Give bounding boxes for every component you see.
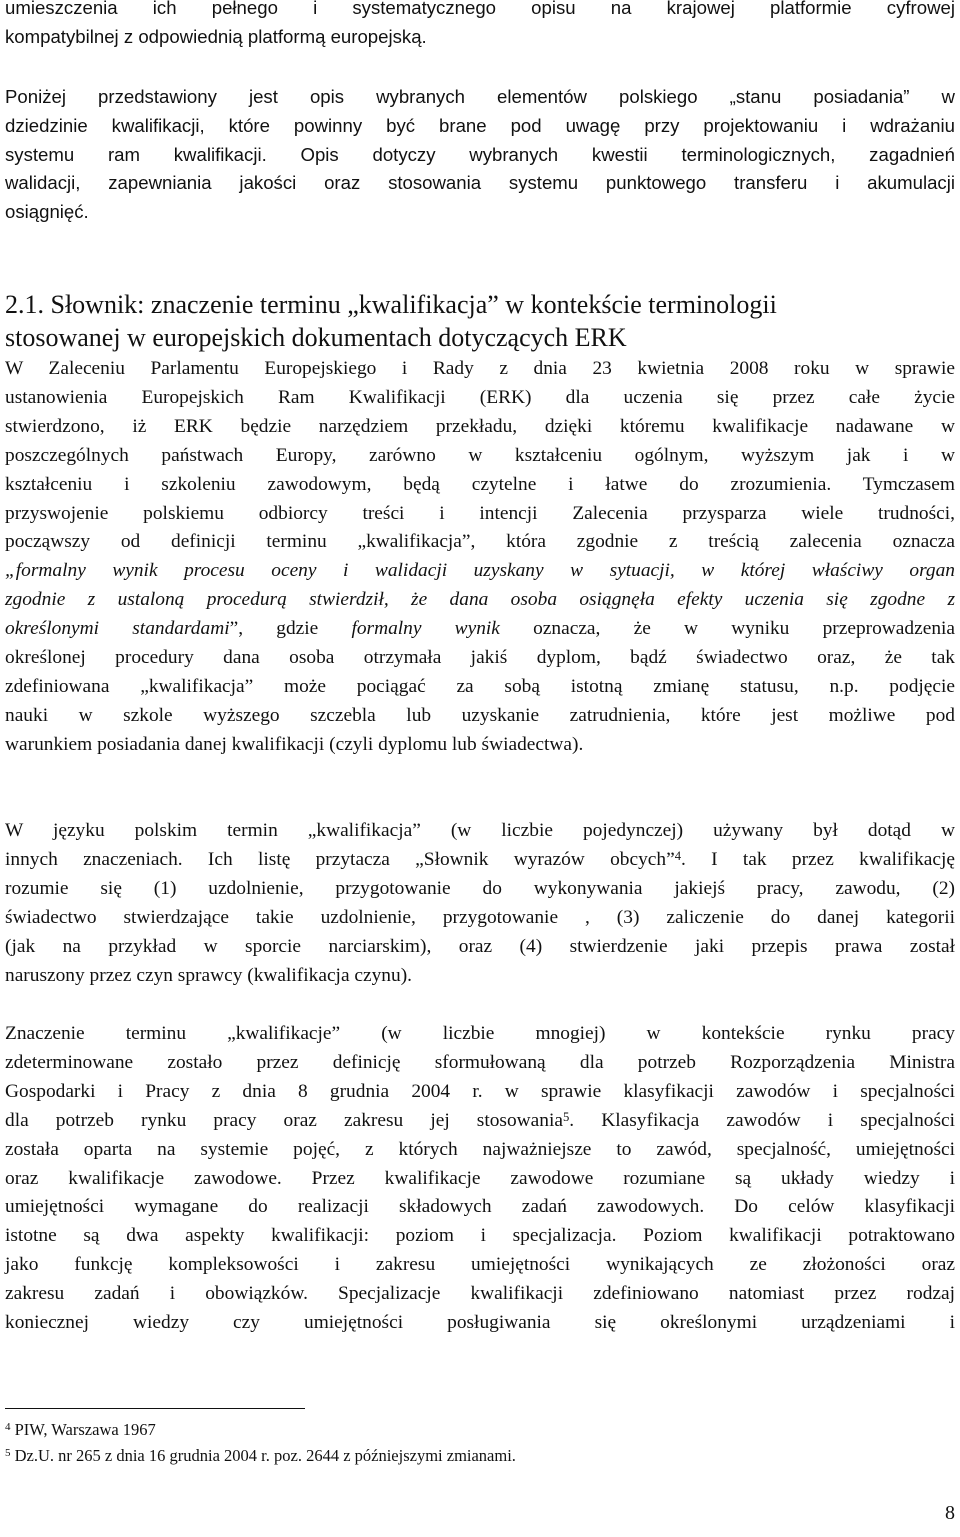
italic-quote: zgodnie z ustaloną procedurą stwierdził, że dana osoba osiągnęła efekty uczenia się zgodne z	[5, 589, 955, 611]
text-line: kompatybilnej z odpowiednią platformą europejską.	[5, 25, 427, 47]
text-line: świadectwo stwierdzające takie uzdolnienie, przygotowanie , (3) zaliczenie do danej kategorii	[5, 906, 955, 928]
text-line: naruszony przez czyn sprawcy (kwalifikacja czynu).	[5, 964, 413, 986]
italic-quote: określonymi standardami	[5, 618, 230, 640]
text-line	[5, 846, 955, 875]
text-line: Gospodarki i Pracy z dnia 8 grudnia 2004 r. w sprawie klasyfikacji zawodów i specjalności	[5, 1080, 955, 1102]
heading-line: stosowanej w europejskich dokumentach dotyczących ERK	[5, 323, 627, 352]
footnote-separator	[5, 1408, 305, 1409]
text-line: zdefiniowana „kwalifikacja” może pociągać za sobą istotną zmianę statusu, n.p. podjęcie	[5, 675, 955, 697]
text-fragment: ”, gdzie	[229, 618, 352, 640]
text-line: osiągnięć.	[5, 201, 89, 223]
text-line: W języku polskim termin „kwalifikacja” (w liczbie pojedynczej) używany był dotąd w	[5, 820, 955, 841]
text-line	[5, 615, 955, 644]
text-line: ustanowienia Europejskich Ram Kwalifikacji (ERK) dla uczenia się przez całe życie	[5, 386, 955, 408]
text-line	[5, 557, 955, 586]
page-number: 8	[945, 1502, 955, 1524]
footnote	[5, 1417, 805, 1443]
text-line: W Zaleceniu Parlamentu Europejskiego i Rady z dnia 23 kwietnia 2008 roku w sprawie	[5, 358, 955, 379]
paragraph-polish-meaning	[5, 817, 955, 990]
text-line: nauki w szkole wyższego szczebla lub uzyskanie zatrudnienia, które jest możliwe pod	[5, 704, 955, 726]
text-line: koniecznej wiedzy czy umiejętności posługiwania się określonymi urządzeniami i	[5, 1312, 955, 1334]
text-line	[5, 586, 955, 615]
italic-quote: „formalny wynik procesu oceny i walidacji uzyskany w sytuacji, w której właściwy organ	[5, 560, 955, 582]
footnote-mark: 5	[5, 1447, 11, 1459]
text-line: Znaczenie terminu „kwalifikacje” (w liczbie mnogiej) w kontekście rynku pracy	[5, 1023, 955, 1044]
footnote-text: PIW, Warszawa 1967	[10, 1420, 156, 1439]
text-line: umieszczenia ich pełnego i systematycznego opisu na krajowej platformie cyfrowej	[5, 0, 955, 18]
text-line: istotne są dwa aspekty kwalifikacji: poziom i specjalizacja. Poziom kwalifikacji potraktowano	[5, 1225, 955, 1247]
text-line: (jak na przykład w sporcie narciarskim), oraz (4) stwierdzenie jaki przepis prawa został	[5, 935, 955, 957]
text-line: kształceniu i szkoleniu zawodowym, będą czytelne i łatwe do zrozumienia. Tymczasem	[5, 473, 955, 495]
text-line: Poniżej przedstawiony jest opis wybranych elementów polskiego „stanu posiadania” w	[5, 86, 955, 107]
text-line: jako funkcję kompleksowości i zakresu umiejętności wynikających ze złożoności oraz	[5, 1254, 955, 1276]
footnote	[5, 1443, 805, 1469]
text-fragment: dla potrzeb rynku pracy oraz zakresu jej stosowania	[5, 1109, 563, 1131]
text-line: zdeterminowane zostało przez definicję sformułowaną dla potrzeb Rozporządzenia Ministra	[5, 1051, 955, 1073]
text-line: określonej procedury dana osoba otrzymała jakiś dyplom, bądź świadectwo oraz, że tak	[5, 647, 955, 669]
footnote-reference: 4	[674, 848, 682, 863]
text-fragment: . Klasyfikacja zawodów i specjalności	[569, 1109, 955, 1131]
text-fragment: oznacza, że w wyniku przeprowadzenia	[499, 618, 956, 640]
footnote-reference: 5	[562, 1109, 570, 1124]
italic-term: formalny wynik	[351, 618, 500, 640]
section-heading	[5, 288, 955, 354]
text-line: oraz kwalifikacje zawodowe. Przez kwalifikacje zawodowe rozumiane są układy wiedzy i	[5, 1167, 955, 1189]
text-line: umiejętności wymagane do realizacji składowych zadań zawodowych. Do celów klasyfikacji	[5, 1196, 955, 1218]
text-line: poszczególnych państwach Europy, zarówno w kształceniu ogólnym, wyższym jak i w	[5, 444, 955, 466]
text-fragment: . I tak przez kwalifikację	[681, 848, 955, 870]
paragraph-recommendation	[5, 355, 955, 760]
paragraph-overview	[5, 83, 955, 227]
text-line: rozumie się (1) uzdolnienie, przygotowanie do wykonywania jakiejś pracy, zawodu, (2)	[5, 877, 955, 899]
text-line: począwszy od definicji terminu „kwalifikacja”, która zgodnie z treścią zalecenia oznacza	[5, 531, 955, 553]
text-line: została oparta na systemie pojęć, z których najważniejsze to zawód, specjalność, umiejętności	[5, 1138, 955, 1160]
paragraph-labour-market	[5, 1020, 955, 1338]
text-line: warunkiem posiadania danej kwalifikacji (czyli dyplomu lub świadectwa).	[5, 733, 584, 755]
text-line: zakresu zadań i obowiązków. Specjalizacje kwalifikacji zdefiniowano natomiast przez rodzaj	[5, 1283, 955, 1305]
footnote-mark: 4	[5, 1421, 11, 1433]
heading-line: 2.1. Słownik: znaczenie terminu „kwalifikacja” w kontekście terminologii	[5, 290, 777, 319]
text-line: walidacji, zapewniania jakości oraz stosowania systemu punktowego transferu i akumulacji	[5, 172, 955, 194]
footnote-text: Dz.U. nr 265 z dnia 16 grudnia 2004 r. poz. 2644 z późniejszymi zmianami.	[10, 1446, 516, 1465]
text-line: stwierdzono, iż ERK będzie narzędziem przekładu, dzięki któremu kwalifikacje nadawane w	[5, 415, 955, 437]
footnotes	[5, 1417, 805, 1469]
text-line: przyswojenie polskiemu odbiorcy treści i intencji Zalecenia przysparza wiele trudności,	[5, 502, 955, 524]
text-fragment: innych znaczeniach. Ich listę przytacza „Słownik wyrazów obcych”	[5, 848, 675, 870]
text-line: dziedzinie kwalifikacji, które powinny być brane pod uwagę przy projektowaniu i wdrażaniu	[5, 114, 955, 136]
text-line: systemu ram kwalifikacji. Opis dotyczy wybranych kwestii terminologicznych, zagadnień	[5, 143, 955, 165]
paragraph-intro-end	[5, 0, 955, 52]
text-line	[5, 1107, 955, 1136]
